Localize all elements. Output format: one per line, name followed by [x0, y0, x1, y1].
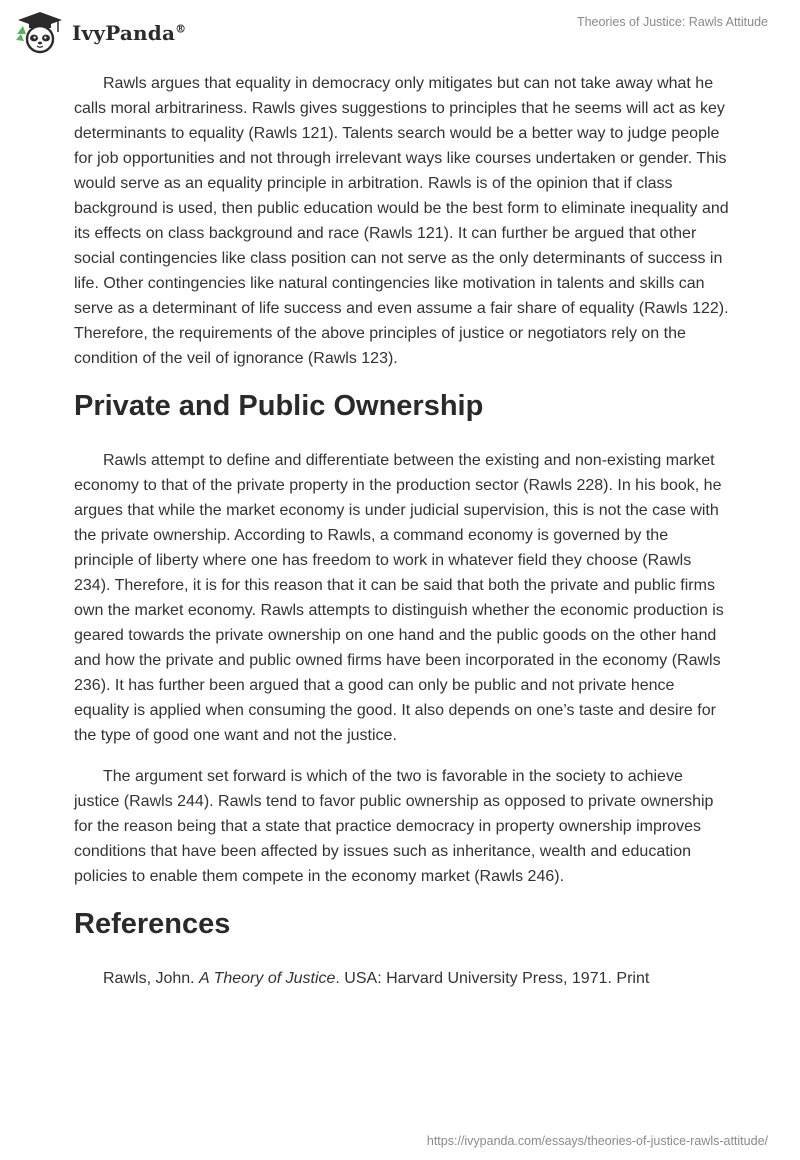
page-header	[0, 0, 800, 60]
section-heading-references: References	[74, 908, 231, 940]
ivypanda-logo[interactable]	[14, 10, 186, 54]
body-paragraph: Rawls attempt to define and differentiate between the existing and non-existing market economy to that of the private property in the production sector (Rawls 228). In his book, he argues that while the market economy is under judicial supervision, this is not the case with the private ownership. According to Rawls, a command economy is governed by the principle of liberty where one has freedom to work in whatever field they choose (Rawls 234). Therefore, it is for this reason that it can be said that both the private and public firms own the market economy. Rawls attempts to distinguish whether the economic production is geared towards the private ownership on one hand and the public goods on the other hand and how the private and public owned firms have been incorporated in the economy (Rawls 236). It has further been argued that a good can only be public and not private hence equality is applied when consuming the good. It also depends on one’s taste and desire for the type of good one want and not the justice.	[74, 452, 724, 744]
body-paragraph: The argument set forward is which of the two is favorable in the society to achieve justice (Rawls 244). Rawls tend to favor public ownership as opposed to private ownership for the reason being that a state that practice democracy in property ownership improves conditions that have been affected by issues such as inheritance, wealth and education policies to enable them compete in the economy market (Rawls 246).	[74, 768, 714, 885]
reference-book-title: A Theory of Justice	[199, 970, 336, 987]
section-heading-ownership: Private and Public Ownership	[74, 390, 484, 422]
essay-body	[74, 71, 730, 1007]
logo-wordmark: IvyPanda®	[72, 21, 187, 45]
panda-graduate-icon	[14, 10, 66, 54]
document-title: Theories of Justice: Rawls Attitude	[576, 15, 768, 29]
body-paragraph: Rawls argues that equality in democracy only mitigates but can not take away what he calls moral arbitrariness. Rawls gives suggestions to principles that he seems will act as key determinants to equality (Rawls 121). Talents search would be a better way to judge people for job opportunities and not through irrelevant ways like courses undertaken or gender. This would serve as an equality principle in arbitration. Rawls is of the opinion that if class background is used, then public education would be the best form to eliminate inequality and its effects on class background and race (Rawls 121). It can further be argued that other social contingencies like class position can not serve as the only determinants of success in life. Other contingencies like natural contingencies like motivation in talents and skills can serve as a determinant of life success and even assume a fair share of equality (Rawls 122). Therefore, the requirements of the above principles of justice or negotiators rely on the condition of the veil of ignorance (Rawls 123).	[74, 75, 729, 367]
reference-entry: Rawls, John. A Theory of Justice. USA: Harvard University Press, 1971. Print	[103, 970, 650, 987]
source-url[interactable]: https://ivypanda.com/essays/theories-of-justice-rawls-attitude/	[426, 1134, 768, 1148]
